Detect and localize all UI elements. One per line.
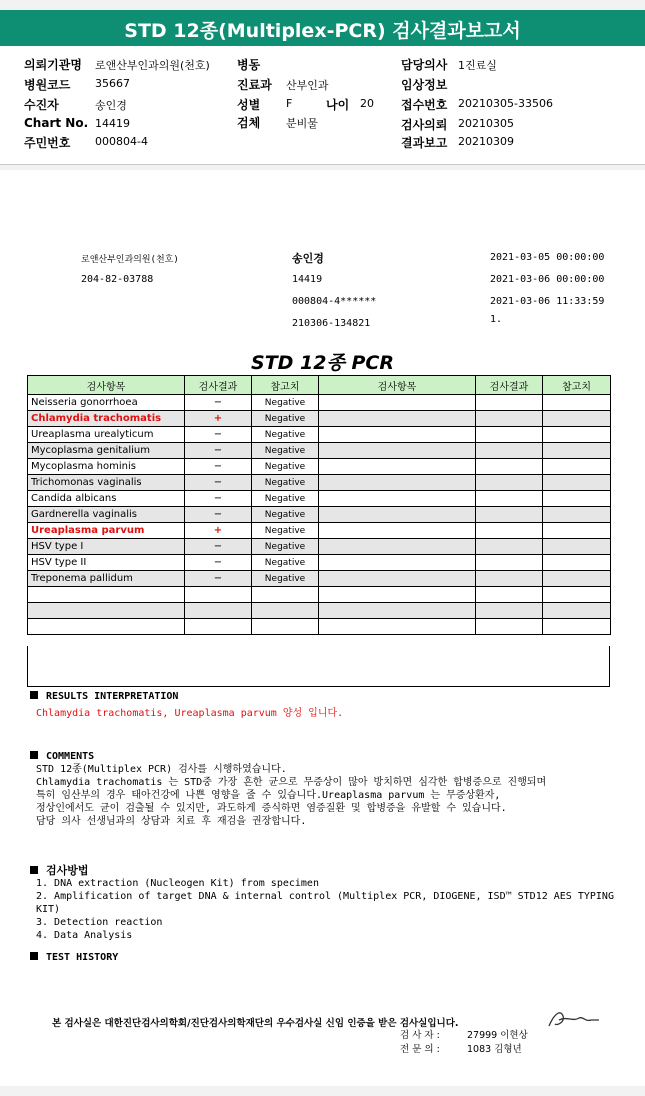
comment-line: 특히 임산부의 경우 태아건강에 나쁜 영향을 줄 수 있습니다.Ureaplasma parvum 는 무증상환자,	[36, 790, 501, 801]
request-label: 검사의뢰	[401, 118, 448, 132]
sample-id: 210306-134821	[292, 318, 371, 329]
header-result: 검사결과	[185, 376, 252, 395]
section-bullet-icon	[30, 952, 38, 960]
date-received: 2021-03-06 00:00:00	[490, 274, 605, 285]
empty-cell	[252, 587, 319, 603]
test-item-2	[319, 395, 476, 411]
test-item: HSV type II	[28, 555, 185, 571]
test-result: −	[185, 475, 252, 491]
test-reference-2	[543, 443, 611, 459]
empty-cell	[319, 619, 476, 635]
chart-value: 14419	[95, 117, 130, 130]
empty-cell	[185, 603, 252, 619]
sex-value: F	[286, 97, 293, 110]
results-table-footer	[27, 646, 610, 687]
test-item: Mycoplasma genitalium	[28, 443, 185, 459]
test-item: Ureaplasma parvum	[28, 523, 185, 539]
test-item: Treponema pallidum	[28, 571, 185, 587]
test-item: Mycoplasma hominis	[28, 459, 185, 475]
patient-name: 송인경	[292, 252, 324, 265]
patient-resident: 000804-4******	[292, 296, 377, 307]
report-date-value: 20210309	[458, 135, 514, 148]
test-item: Gardnerella vaginalis	[28, 507, 185, 523]
results-text: Chlamydia trachomatis, Ureaplasma parvum 양성 입니다.	[36, 708, 344, 719]
report-date-label: 결과보고	[401, 136, 448, 150]
order-info-panel	[0, 46, 645, 165]
comments-body	[36, 763, 546, 828]
test-result-2	[476, 411, 543, 427]
test-result-2	[476, 539, 543, 555]
test-result: −	[185, 571, 252, 587]
test-item-2	[319, 555, 476, 571]
table-row	[28, 539, 611, 555]
test-item-2	[319, 571, 476, 587]
empty-row	[28, 587, 611, 603]
results-header-row	[28, 376, 611, 395]
resident-value: 000804-4	[95, 135, 148, 148]
ward-label: 병동	[237, 58, 261, 72]
empty-cell	[28, 603, 185, 619]
dept-value: 산부인과	[286, 79, 329, 92]
test-reference-2	[543, 539, 611, 555]
empty-cell	[319, 587, 476, 603]
method-body	[36, 877, 614, 942]
test-result: −	[185, 491, 252, 507]
table-row	[28, 507, 611, 523]
test-item: Neisseria gonorrhoea	[28, 395, 185, 411]
test-result-2	[476, 491, 543, 507]
test-result-2	[476, 395, 543, 411]
test-item-2	[319, 475, 476, 491]
empty-cell	[252, 619, 319, 635]
clinical-label: 임상정보	[401, 78, 448, 92]
test-reference: Negative	[252, 571, 319, 587]
test-reference-2	[543, 555, 611, 571]
test-item-2	[319, 411, 476, 427]
empty-cell	[252, 603, 319, 619]
empty-row	[28, 619, 611, 635]
test-result: −	[185, 555, 252, 571]
test-reference: Negative	[252, 507, 319, 523]
test-reference: Negative	[252, 459, 319, 475]
comments-section	[30, 750, 546, 828]
test-reference: Negative	[252, 475, 319, 491]
date-reported: 2021-03-06 11:33:59	[490, 296, 605, 307]
table-row	[28, 555, 611, 571]
test-reference: Negative	[252, 443, 319, 459]
section-bullet-icon	[30, 691, 38, 699]
test-result-2	[476, 571, 543, 587]
tester-label: 검 사 자 :	[400, 1030, 440, 1041]
empty-cell	[543, 603, 611, 619]
test-result-2	[476, 427, 543, 443]
test-item: Candida albicans	[28, 491, 185, 507]
test-result-2	[476, 443, 543, 459]
comment-line: STD 12종(Multiplex PCR) 검사를 시행하였습니다.	[36, 764, 287, 775]
std-panel-title: STD 12종 PCR	[251, 352, 394, 374]
test-result: −	[185, 507, 252, 523]
table-row	[28, 411, 611, 427]
receipt-value: 20210305-33506	[458, 97, 553, 110]
test-reference-2	[543, 395, 611, 411]
header-ref: 참고치	[252, 376, 319, 395]
patient-chart: 14419	[292, 274, 323, 285]
test-result: −	[185, 539, 252, 555]
test-result-2	[476, 555, 543, 571]
hospital-code-value: 35667	[95, 77, 130, 90]
test-item-2	[319, 427, 476, 443]
comment-line: Chlamydia trachomatis 는 STD중 가장 흔한 균으로 무증상이 많아 방치하면 심각한 합병증으로 진행되며	[36, 777, 547, 788]
test-reference: Negative	[252, 411, 319, 427]
test-reference-2	[543, 411, 611, 427]
empty-cell	[476, 619, 543, 635]
resident-label: 주민번호	[24, 136, 71, 150]
date-reported-cont: 1.	[490, 314, 503, 325]
comment-line: 담당 의사 선생님과의 상담과 치료 후 재검을 권장합니다.	[36, 816, 307, 827]
test-reference-2	[543, 491, 611, 507]
test-reference-2	[543, 427, 611, 443]
empty-cell	[543, 619, 611, 635]
test-reference-2	[543, 571, 611, 587]
method-line: KIT)	[36, 904, 61, 915]
table-row	[28, 443, 611, 459]
method-line: 3. Detection reaction	[36, 917, 163, 928]
receipt-label: 접수번호	[401, 98, 448, 112]
test-result-2	[476, 523, 543, 539]
clinic-name: 로앤산부인과의원(천호)	[81, 255, 179, 265]
patient-value: 송인경	[95, 99, 127, 112]
history-heading: TEST HISTORY	[46, 952, 119, 963]
header-result-2: 검사결과	[476, 376, 543, 395]
table-row	[28, 523, 611, 539]
table-row	[28, 491, 611, 507]
test-item-2	[319, 491, 476, 507]
age-label: 나이	[326, 98, 350, 112]
test-reference: Negative	[252, 555, 319, 571]
empty-cell	[185, 587, 252, 603]
report-header	[0, 10, 645, 46]
doctor-label: 담당의사	[401, 58, 448, 72]
test-item: Chlamydia trachomatis	[28, 411, 185, 427]
test-result: −	[185, 443, 252, 459]
comment-line: 정상인에서도 균이 검출될 수 있지만, 과도하게 증식하면 염증질환 및 합병증을 유발할 수 있습니다.	[36, 803, 507, 814]
test-result-2	[476, 475, 543, 491]
test-result: −	[185, 395, 252, 411]
method-heading: 검사방법	[46, 864, 89, 877]
section-bullet-icon	[30, 866, 38, 874]
test-reference-2	[543, 507, 611, 523]
patient-label: 수진자	[24, 98, 59, 112]
institution-value: 로앤산부인과의원(천호)	[95, 59, 210, 72]
test-reference: Negative	[252, 539, 319, 555]
empty-cell	[543, 587, 611, 603]
sex-label: 성별	[237, 98, 261, 112]
empty-cell	[476, 587, 543, 603]
age-value: 20	[360, 97, 374, 110]
header-item-2: 검사항목	[319, 376, 476, 395]
test-item-2	[319, 539, 476, 555]
test-reference: Negative	[252, 427, 319, 443]
empty-row	[28, 603, 611, 619]
specialist-value: 1083 김형년	[467, 1044, 522, 1055]
result-sheet	[0, 170, 645, 1086]
test-result-2	[476, 459, 543, 475]
hospital-code-label: 병원코드	[24, 78, 71, 92]
empty-cell	[28, 619, 185, 635]
test-item-2	[319, 459, 476, 475]
request-value: 20210305	[458, 117, 514, 130]
table-row	[28, 395, 611, 411]
test-result-2	[476, 507, 543, 523]
method-line: 2. Amplification of target DNA & internal control (Multiplex PCR, DIOGENE, ISD™ STD12 AES TYPING	[36, 891, 614, 902]
header-item: 검사항목	[28, 376, 185, 395]
specimen-label: 검체	[237, 116, 261, 130]
table-row	[28, 475, 611, 491]
test-result: +	[185, 411, 252, 427]
test-item-2	[319, 523, 476, 539]
test-item: Ureaplasma urealyticum	[28, 427, 185, 443]
test-reference: Negative	[252, 395, 319, 411]
comments-heading: COMMENTS	[46, 751, 95, 762]
signature-icon	[545, 1008, 601, 1030]
results-section	[30, 690, 343, 720]
institution-label: 의뢰기관명	[24, 58, 82, 72]
certification-note: 본 검사실은 대한진단검사의학회/진단검사의학재단의 우수검사실 신임 인증을 받은 검사실입니다.	[52, 1018, 459, 1029]
empty-cell	[476, 603, 543, 619]
table-row	[28, 571, 611, 587]
empty-cell	[28, 587, 185, 603]
section-bullet-icon	[30, 751, 38, 759]
specialist-label: 전 문 의 :	[400, 1044, 440, 1055]
test-reference-2	[543, 475, 611, 491]
test-result: −	[185, 427, 252, 443]
empty-cell	[185, 619, 252, 635]
test-item: HSV type I	[28, 539, 185, 555]
test-item: Trichomonas vaginalis	[28, 475, 185, 491]
chart-label: Chart No.	[24, 116, 89, 130]
method-line: 4. Data Analysis	[36, 930, 133, 941]
doctor-value: 1진료실	[458, 59, 497, 72]
test-reference: Negative	[252, 523, 319, 539]
business-number: 204-82-03788	[81, 274, 154, 285]
results-table	[27, 375, 611, 635]
date-collected: 2021-03-05 00:00:00	[490, 252, 605, 263]
report-title: STD 12종(Multiplex-PCR) 검사결과보고서	[124, 20, 521, 42]
history-section	[30, 951, 118, 964]
empty-cell	[319, 603, 476, 619]
test-result: +	[185, 523, 252, 539]
method-line: 1. DNA extraction (Nucleogen Kit) from specimen	[36, 878, 319, 889]
table-row	[28, 427, 611, 443]
test-result: −	[185, 459, 252, 475]
table-row	[28, 459, 611, 475]
specimen-value: 분비물	[286, 117, 318, 130]
test-reference: Negative	[252, 491, 319, 507]
test-reference-2	[543, 459, 611, 475]
tester-value: 27999 이현상	[467, 1030, 528, 1041]
method-section	[30, 864, 614, 942]
test-item-2	[319, 507, 476, 523]
dept-label: 진료과	[237, 78, 272, 92]
test-item-2	[319, 443, 476, 459]
header-ref-2: 참고치	[543, 376, 611, 395]
test-reference-2	[543, 523, 611, 539]
results-heading: RESULTS INTERPRETATION	[46, 691, 179, 702]
